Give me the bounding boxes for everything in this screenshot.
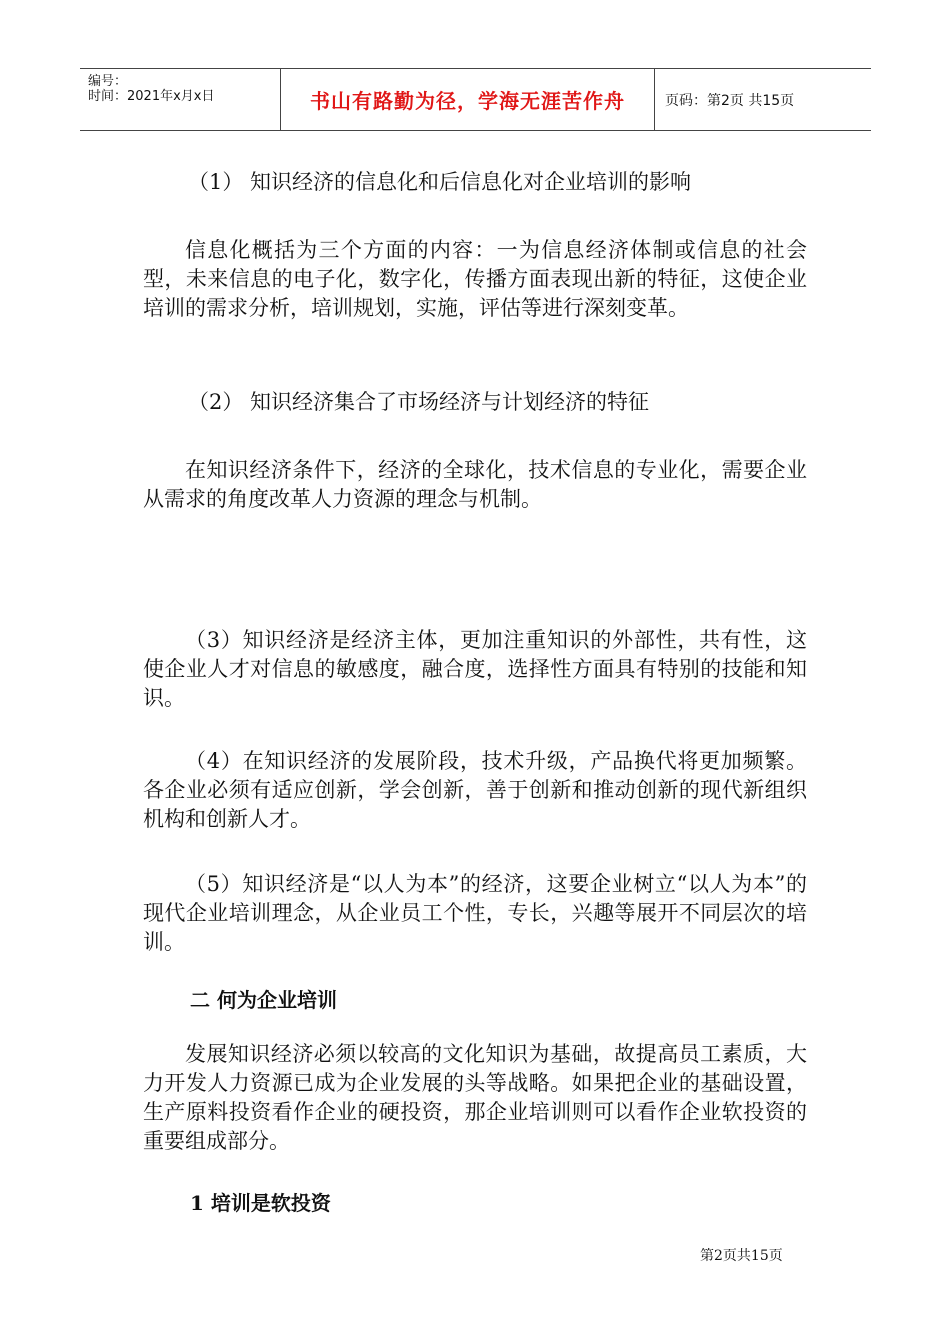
paragraph-3: （3）知识经济是经济主体，更加注重知识的外部性，共有性，这使企业人才对信息的敏感度，融合度，选择性方面具有特别的技能和知识。 — [143, 628, 807, 710]
section-heading-3: 1 培训是软投资 — [190, 1191, 331, 1215]
document-number-label: 编号： — [88, 74, 128, 89]
header-page-cell — [655, 69, 871, 130]
page-header — [80, 68, 871, 131]
header-page-label: 页码：第2页 共15页 — [665, 92, 795, 109]
header-motto-cell — [281, 69, 655, 130]
paragraph-6: 发展知识经济必须以较高的文化知识为基础，故提高员工素质，大力开发人力资源已成为企业发展的头等战略。如果把企业的基础设置，生产原料投资看作企业的硬投资，那企业培训则可以看作企业软投资的重要组成部分。 — [143, 1042, 807, 1153]
paragraph-4: （4）在知识经济的发展阶段，技术升级，产品换代将更加频繁。各企业必须有适应创新，学会创新，善于创新和推动创新的现代新组织机构和创新人才。 — [143, 749, 807, 831]
header-meta-cell — [80, 69, 281, 130]
document-time-label: 时间：2021年x月x日 — [88, 89, 215, 104]
subheading-2: （2） 知识经济集合了市场经济与计划经济的特征 — [188, 390, 650, 414]
header-motto: 书山有路勤为径，学海无涯苦作舟 — [310, 89, 625, 113]
paragraph-5: （5）知识经济是“以人为本”的经济，这要企业树立“以人为本”的现代企业培训理念，从企业员工个性，专长，兴趣等展开不同层次的培训。 — [143, 872, 807, 954]
paragraph-2: 在知识经济条件下，经济的全球化，技术信息的专业化，需要企业从需求的角度改革人力资源的理念与机制。 — [143, 458, 807, 511]
page-footer: 第2页共15页 — [700, 1248, 783, 1264]
subheading-1: （1） 知识经济的信息化和后信息化对企业培训的影响 — [188, 170, 692, 194]
section-heading-2: 二 何为企业培训 — [190, 988, 337, 1012]
paragraph-1: 信息化概括为三个方面的内容：一为信息经济体制或信息的社会型，未来信息的电子化，数字化，传播方面表现出新的特征，这使企业培训的需求分析，培训规划，实施，评估等进行深刻变革。 — [143, 238, 807, 320]
